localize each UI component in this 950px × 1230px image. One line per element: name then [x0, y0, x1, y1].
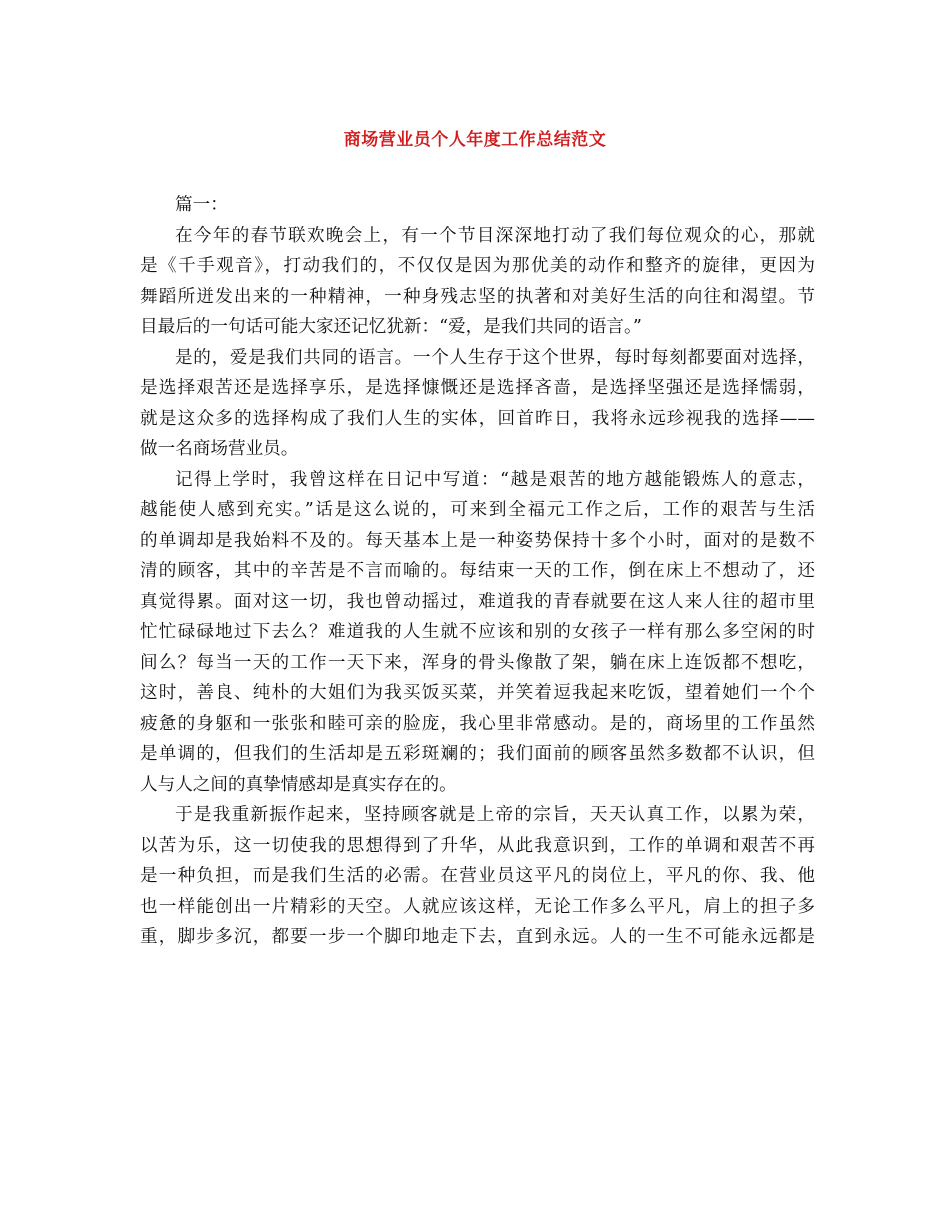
text-line: 记得上学时，我曾这样在日记中写道：“越是艰苦的地方越能锻炼人的意志，: [175, 469, 815, 490]
text-line: 做一名商场营业员。: [140, 439, 299, 459]
text-line: 忙忙碌碌地过下去么？难道我的人生就不应该和别的女孩子一样有那么多空闲的时: [140, 622, 815, 642]
text-line: 重，脚步多沉，都要一步一个脚印地走下去，直到永远。人的一生不可能永远都是: [140, 927, 815, 947]
text-line: 间么？每当一天的工作一天下来，浑身的骨头像散了架，躺在床上连饭都不想吃，: [140, 652, 815, 673]
document-body: [140, 190, 815, 953]
text-line: 就是这众多的选择构成了我们人生的实体，回首昨日，我将永远珍视我的选择——: [140, 408, 815, 429]
text-line: 篇一：: [175, 195, 228, 215]
text-line: 在今年的春节联欢晚会上，有一个节目深深地打动了我们每位观众的心，那就: [175, 225, 815, 246]
text-line: 越能使人感到充实。”话是这么说的，可来到全福元工作之后，工作的艰苦与生活: [140, 500, 815, 520]
document-title: 商场营业员个人年度工作总结范文: [343, 130, 607, 150]
text-line: 是选择艰苦还是选择享乐，是选择慷慨还是选择吝啬，是选择坚强还是选择懦弱，: [140, 378, 815, 398]
text-line: 的单调却是我始料不及的。每天基本上是一种姿势保持十多个小时，面对的是数不: [140, 530, 815, 551]
text-line: 这时，善良、纯朴的大姐们为我买饭买菜，并笑着逗我起来吃饭，望着她们一个个: [140, 683, 815, 703]
text-line: 疲惫的身躯和一张张和睦可亲的脸庞，我心里非常感动。是的，商场里的工作虽然: [140, 713, 815, 734]
text-line: 于是我重新振作起来，坚持顾客就是上帝的宗旨，天天认真工作，以累为荣，: [175, 805, 815, 825]
text-line: 是《千手观音》，打动我们的，不仅仅是因为那优美的动作和整齐的旋律，更因为: [140, 256, 815, 276]
text-line: 是一种负担，而是我们生活的必需。在营业员这平凡的岗位上，平凡的你、我、他: [140, 866, 815, 886]
text-line: 是的，爱是我们共同的语言。一个人生存于这个世界，每时每刻都要面对选择，: [175, 347, 815, 368]
text-line: 以苦为乐，这一切使我的思想得到了升华，从此我意识到，工作的单调和艰苦不再: [140, 835, 815, 856]
text-line: 目最后的一句话可能大家还记忆犹新：“爱，是我们共同的语言。”: [140, 317, 642, 337]
text-line: 真觉得累。面对这一切，我也曾动摇过，难道我的青春就要在这人来人往的超市里: [140, 591, 815, 612]
text-line: 人与人之间的真挚情感却是真实存在的。: [140, 774, 457, 795]
text-line: 清的顾客，其中的辛苦是不言而喻的。每结束一天的工作，倒在床上不想动了，还: [140, 561, 815, 581]
text-line: 是单调的，但我们的生活却是五彩斑斓的；我们面前的顾客虽然多数都不认识，但: [140, 744, 815, 764]
text-line: 舞蹈所迸发出来的一种精神，一种身残志坚的执著和对美好生活的向往和渴望。节: [140, 286, 815, 307]
text-line: 也一样能创出一片精彩的天空。人就应该这样，无论工作多么平凡，肩上的担子多: [140, 896, 815, 917]
